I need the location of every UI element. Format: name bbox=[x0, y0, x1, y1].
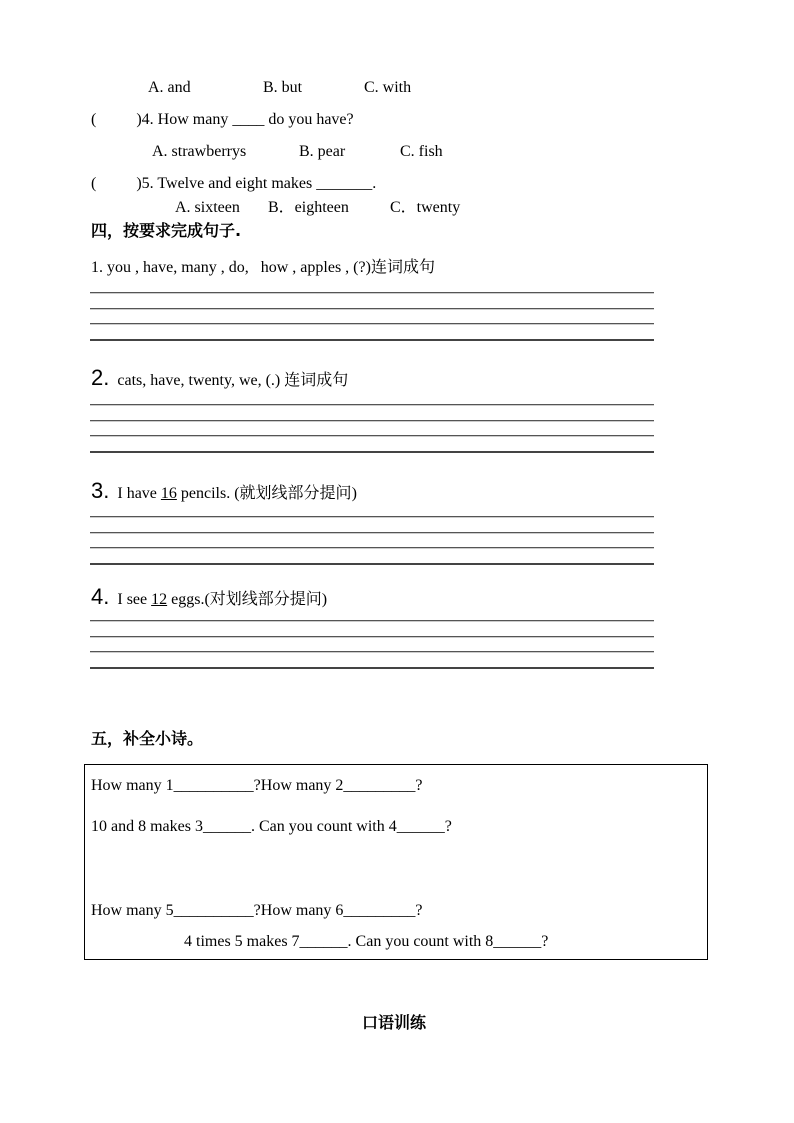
section4-item-4 bbox=[91, 584, 328, 610]
q4-stem-start: )4. How many bbox=[136, 111, 229, 128]
item-2-instruction: 连词成句 bbox=[284, 370, 349, 389]
q4-option-a: A. strawberrys bbox=[152, 143, 247, 160]
q5-option-c: C．twenty bbox=[390, 199, 461, 216]
item-3-instruction: 就划线部分提问 bbox=[239, 483, 352, 502]
item-1-instruction: 连词成句 bbox=[370, 257, 435, 276]
item-3-text-after: pencils. ( bbox=[180, 485, 240, 502]
q5-stem-text: )5. Twelve and eight makes _______. bbox=[136, 175, 377, 192]
item-2-text: cats, have, twenty, we, (.) bbox=[117, 372, 281, 389]
q4-paren: ( bbox=[91, 111, 97, 128]
item-1-answer-lines[interactable] bbox=[90, 292, 654, 354]
item-2-answer-lines[interactable] bbox=[90, 404, 654, 466]
q4-option-c: C. fish bbox=[400, 143, 443, 160]
footer-title: 口语训练 bbox=[362, 1013, 427, 1032]
q4-option-b: B. pear bbox=[299, 143, 346, 160]
q5-paren: ( bbox=[91, 175, 97, 192]
item-4-text: I see bbox=[117, 591, 148, 608]
item-1-text: you , have, many , do, how , apples , (?) bbox=[107, 259, 371, 276]
item-3-number: 3. bbox=[91, 478, 110, 503]
item-4-text-after: eggs.( bbox=[171, 591, 210, 608]
item-3-answer-lines[interactable] bbox=[90, 516, 654, 578]
item-3-text: I have bbox=[117, 485, 157, 502]
item-1-number: 1. bbox=[91, 259, 103, 276]
section4-item-2 bbox=[91, 365, 349, 391]
item-3-underlined-number: 16 bbox=[160, 485, 177, 502]
q4-stem-end: do you have? bbox=[268, 111, 354, 128]
item-4-number: 4. bbox=[91, 584, 110, 609]
item-4-close-paren: ) bbox=[321, 591, 328, 608]
q3-option-c: C. with bbox=[364, 79, 412, 96]
poem-line-2[interactable]: 10 and 8 makes 3______. Can you count with 4______? bbox=[91, 818, 452, 835]
section4-heading: 四，按要求完成句子. bbox=[91, 221, 242, 240]
poem-line-1[interactable]: How many 1__________?How many 2_________? bbox=[91, 777, 423, 794]
item-2-number: 2. bbox=[91, 365, 110, 390]
q3-option-b: B. but bbox=[263, 79, 303, 96]
q5-stem bbox=[91, 174, 376, 194]
item-4-instruction: 对划线部分提问 bbox=[209, 589, 322, 608]
q3-option-a: A. and bbox=[148, 79, 191, 96]
section5-heading: 五，补全小诗。 bbox=[91, 729, 204, 748]
item-4-answer-lines[interactable] bbox=[90, 620, 654, 682]
section4-item-3 bbox=[91, 478, 357, 504]
section4-item-1 bbox=[91, 257, 435, 278]
q5-option-a: A. sixteen bbox=[175, 199, 240, 216]
q4-blank: ____ bbox=[232, 111, 265, 128]
poem-line-3[interactable]: How many 5__________?How many 6_________? bbox=[91, 902, 423, 919]
item-4-underlined-number: 12 bbox=[151, 591, 168, 608]
item-3-close-paren: ) bbox=[351, 485, 357, 502]
q4-stem bbox=[91, 110, 354, 130]
q5-option-b: B．eighteen bbox=[268, 199, 349, 216]
poem-line-4[interactable]: 4 times 5 makes 7______. Can you count with 8______? bbox=[184, 933, 549, 950]
